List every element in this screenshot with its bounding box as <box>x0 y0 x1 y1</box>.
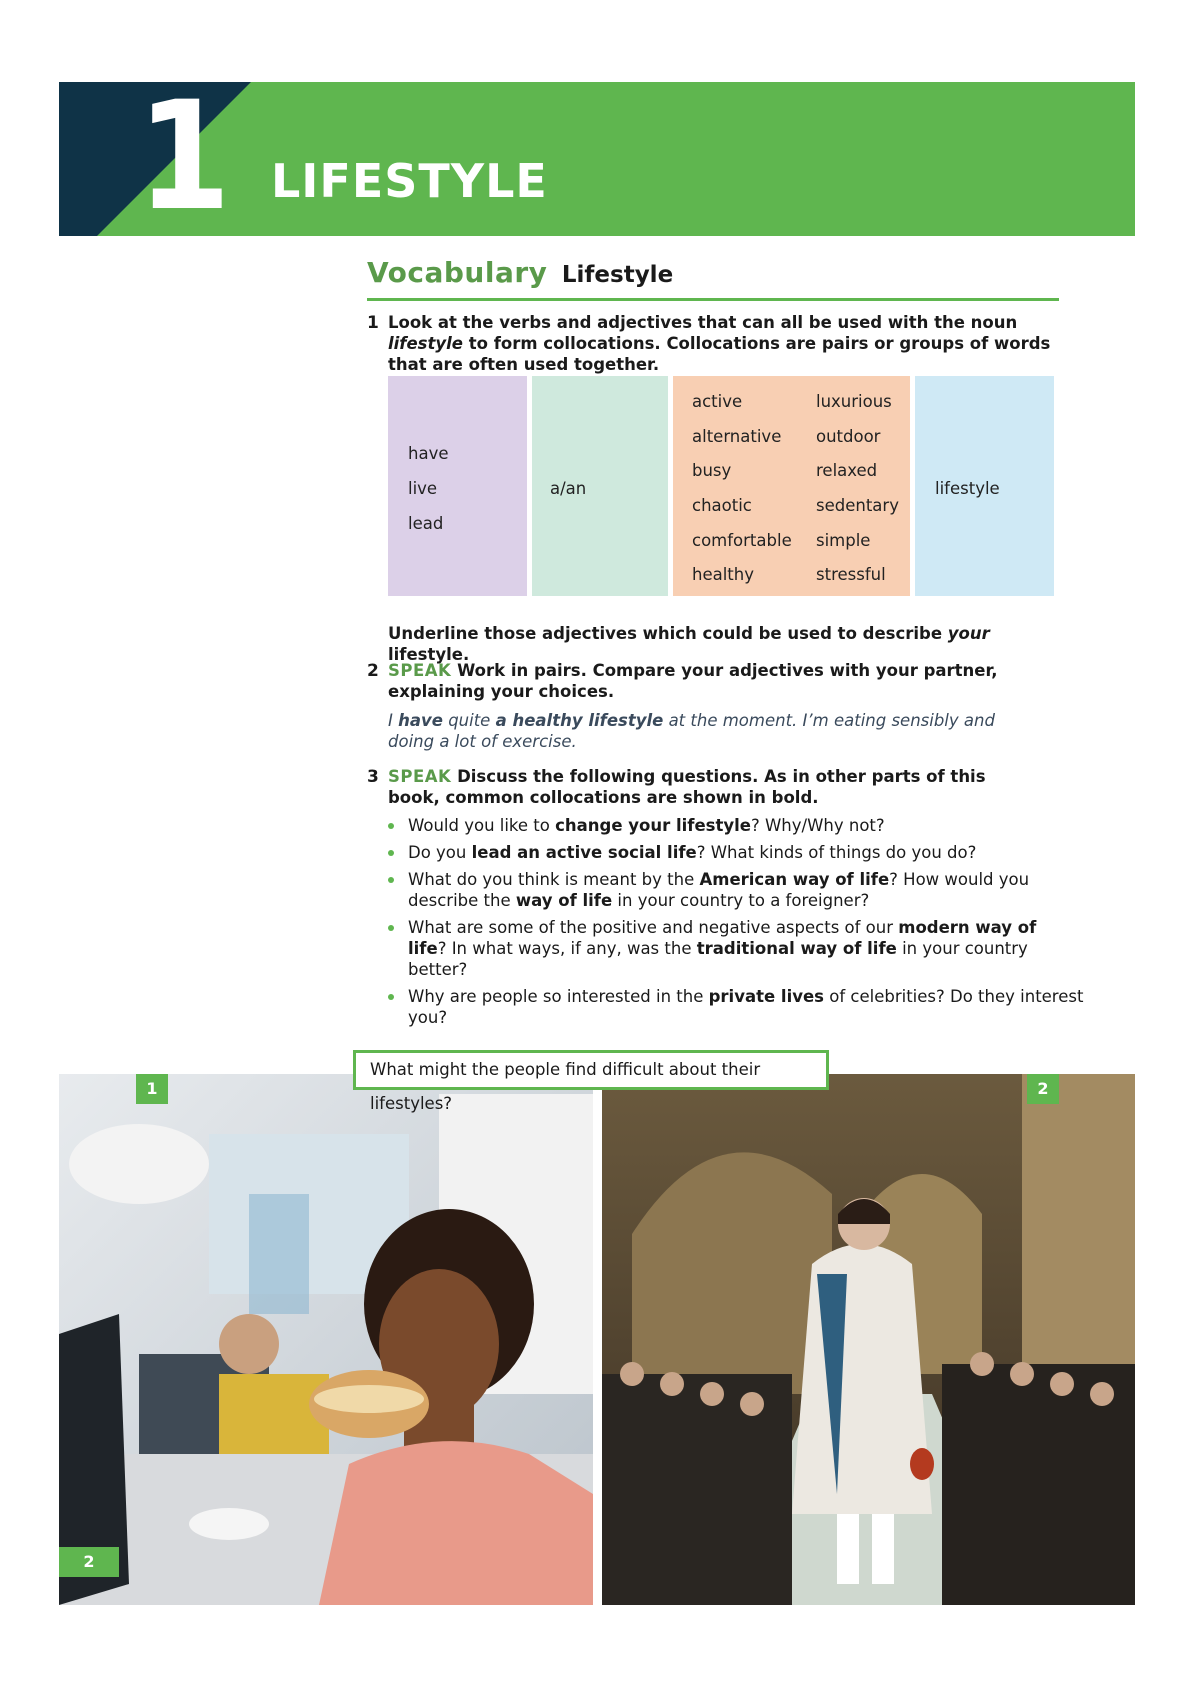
question-item: Do you lead an active social life? What kinds of things do you do? <box>386 842 1086 863</box>
article-column <box>532 376 668 596</box>
adjective: healthy <box>692 565 754 584</box>
verb-live: live <box>408 479 438 498</box>
exercise-1-followup <box>388 623 1058 665</box>
noun-column <box>915 376 1054 596</box>
example-text: quite <box>442 711 496 730</box>
exercise-2-number: 2 <box>367 661 379 681</box>
followup-text: lifestyle. <box>388 645 470 664</box>
discussion-questions <box>386 815 1086 1034</box>
question-item: What are some of the positive and negative aspects of our modern way of life? In what ways, if any, was the traditional way of life in your country better? <box>386 917 1048 980</box>
adjective: stressful <box>816 565 886 584</box>
adjective: alternative <box>692 427 782 446</box>
adjective: active <box>692 392 743 411</box>
example-text: I <box>388 711 399 730</box>
photo-2-tag: 2 <box>1027 1074 1059 1104</box>
exercise-3-instruction <box>388 766 1038 808</box>
instruction-text: to form collocations. Collocations are pairs or groups of words that are often used together. <box>388 334 1051 374</box>
photo-office-worker <box>59 1074 593 1605</box>
article-a-an: a/an <box>550 479 587 498</box>
noun-lifestyle: lifestyle <box>935 479 1000 498</box>
office-scene-illustration <box>59 1074 593 1605</box>
adjective: outdoor <box>816 427 881 446</box>
verb-column <box>388 376 527 596</box>
question-item: Would you like to change your lifestyle? Why/Why not? <box>386 815 1086 836</box>
question-item: Why are people so interested in the private lives of celebrities? Do they interest you? <box>386 986 1086 1028</box>
photo-runway-model <box>602 1074 1135 1605</box>
instruction-italic: lifestyle <box>388 334 463 353</box>
exercise-1-number: 1 <box>367 313 379 333</box>
instruction-text: Discuss the following questions. As in other parts of this book, common collocations are shown in bold. <box>388 767 986 807</box>
speak-label: SPEAK <box>388 661 452 680</box>
page-number: 2 <box>59 1547 119 1577</box>
runway-scene-illustration <box>602 1074 1135 1605</box>
verb-lead: lead <box>408 514 444 533</box>
adjective: chaotic <box>692 496 752 515</box>
exercise-3-number: 3 <box>367 767 379 787</box>
adjective: sedentary <box>816 496 899 515</box>
speak-label: SPEAK <box>388 767 452 786</box>
exercise-2-example <box>388 710 1028 752</box>
followup-italic: your <box>947 624 990 643</box>
exercise-1-instruction <box>388 312 1058 375</box>
unit-banner <box>59 82 1135 236</box>
example-text: at the moment. I’m eating sensibly and doing a lot of exercise. <box>388 711 995 751</box>
adjective: simple <box>816 531 871 550</box>
adjective: luxurious <box>816 392 892 411</box>
instruction-text: Look at the verbs and adjectives that can all be used with the noun <box>388 313 1018 332</box>
photo-1-tag: 1 <box>136 1074 168 1104</box>
instruction-text: Work in pairs. Compare your adjectives with your partner, explaining your choices. <box>388 661 998 701</box>
photo-caption: What might the people find difficult about their lifestyles? <box>353 1050 829 1090</box>
adjective: comfortable <box>692 531 792 550</box>
adjective: busy <box>692 461 732 480</box>
adjective-column <box>673 376 910 596</box>
question-item: What do you think is meant by the American way of life? How would you describe the way of life in your country to a foreigner? <box>386 869 1058 911</box>
example-bold: a healthy lifestyle <box>495 711 664 730</box>
verb-have: have <box>408 444 449 463</box>
exercise-2-instruction <box>388 660 1038 702</box>
example-bold: have <box>398 711 443 730</box>
followup-text: Underline those adjectives which could be used to describe <box>388 624 948 643</box>
unit-title: LIFESTYLE <box>271 154 548 208</box>
section-label: Vocabulary <box>367 256 548 289</box>
section-topic: Lifestyle <box>561 262 674 288</box>
unit-number: 1 <box>137 82 228 236</box>
adjective: relaxed <box>816 461 878 480</box>
section-heading <box>367 256 1059 301</box>
